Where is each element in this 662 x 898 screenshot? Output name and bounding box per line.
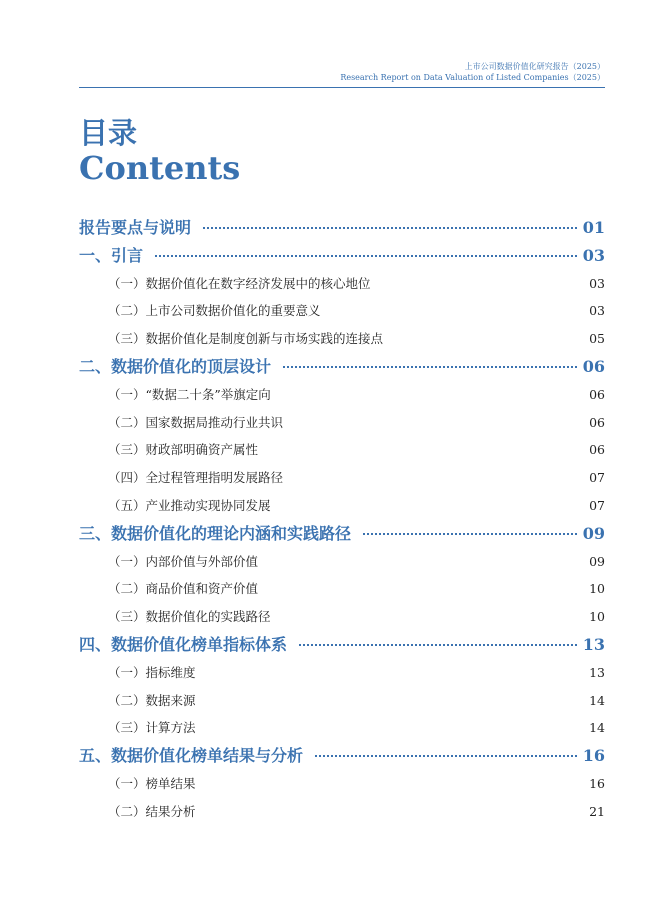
toc-page-number: 03 bbox=[582, 245, 605, 265]
toc-page-number: 16 bbox=[589, 775, 605, 791]
page-title-en: Contents bbox=[79, 149, 241, 187]
toc-entry-label: （三）数据价值化是制度创新与市场实践的连接点 bbox=[108, 331, 384, 347]
toc-subsection-entry[interactable] bbox=[79, 297, 605, 325]
toc-subsection-entry[interactable] bbox=[79, 687, 605, 715]
table-of-contents bbox=[79, 214, 605, 826]
toc-entry-label: （二）上市公司数据价值化的重要意义 bbox=[108, 303, 321, 319]
toc-page-number: 01 bbox=[582, 218, 605, 237]
header-title-zh: 上市公司数据价值化研究报告（2025） bbox=[464, 62, 605, 71]
toc-page-number: 03 bbox=[589, 275, 605, 291]
toc-entry-label: （五）产业推动实现协同发展 bbox=[108, 497, 271, 513]
toc-entry-label: 二、数据价值化的顶层设计 bbox=[79, 356, 272, 376]
toc-subsection-entry[interactable] bbox=[79, 714, 605, 742]
toc-entry-label: （一）指标维度 bbox=[108, 664, 196, 680]
toc-page-number: 13 bbox=[589, 664, 605, 680]
toc-section-entry[interactable] bbox=[79, 520, 605, 548]
toc-page-number: 16 bbox=[582, 746, 605, 766]
toc-dot-leader bbox=[203, 226, 577, 229]
toc-dot-leader bbox=[155, 254, 577, 257]
toc-page-number: 07 bbox=[589, 470, 605, 486]
toc-page-number: 06 bbox=[582, 356, 605, 376]
toc-page-number: 09 bbox=[582, 523, 605, 543]
toc-entry-label: 一、引言 bbox=[79, 245, 144, 265]
toc-entry-label: 四、数据价值化榜单指标体系 bbox=[79, 634, 288, 654]
toc-subsection-entry[interactable] bbox=[79, 548, 605, 576]
toc-subsection-entry[interactable] bbox=[79, 464, 605, 492]
toc-dot-leader bbox=[283, 365, 577, 368]
page-title-zh: 目录 bbox=[79, 116, 138, 150]
toc-entry-label: （二）国家数据局推动行业共识 bbox=[108, 414, 284, 430]
toc-page-number: 10 bbox=[589, 581, 605, 597]
toc-subsection-entry[interactable] bbox=[79, 770, 605, 798]
toc-page-number: 06 bbox=[589, 414, 605, 430]
toc-entry-label: （三）计算方法 bbox=[108, 720, 196, 736]
toc-page-number: 07 bbox=[589, 497, 605, 513]
toc-section-entry[interactable] bbox=[79, 242, 605, 270]
toc-subsection-entry[interactable] bbox=[79, 659, 605, 687]
toc-subsection-entry[interactable] bbox=[79, 575, 605, 603]
toc-dot-leader bbox=[315, 754, 577, 757]
toc-subsection-entry[interactable] bbox=[79, 381, 605, 409]
header-divider bbox=[79, 87, 605, 88]
toc-subsection-entry[interactable] bbox=[79, 492, 605, 520]
toc-page-number: 14 bbox=[589, 692, 605, 708]
toc-entry-label: （一）榜单结果 bbox=[108, 775, 196, 791]
toc-entry-label: （三）数据价值化的实践路径 bbox=[108, 609, 271, 625]
toc-subsection-entry[interactable] bbox=[79, 325, 605, 353]
toc-section-entry[interactable] bbox=[79, 353, 605, 381]
toc-section-entry[interactable] bbox=[79, 214, 605, 242]
toc-subsection-entry[interactable] bbox=[79, 270, 605, 298]
toc-page-number: 06 bbox=[589, 386, 605, 402]
header-title-en: Research Report on Data Valuation of Listed Companies（2025） bbox=[340, 73, 605, 82]
toc-subsection-entry[interactable] bbox=[79, 436, 605, 464]
toc-page-number: 14 bbox=[589, 720, 605, 736]
toc-page-number: 03 bbox=[589, 303, 605, 319]
toc-page-number: 10 bbox=[589, 609, 605, 625]
toc-page-number: 21 bbox=[589, 803, 605, 819]
toc-entry-label: 报告要点与说明 bbox=[79, 218, 192, 237]
toc-subsection-entry[interactable] bbox=[79, 798, 605, 826]
toc-entry-label: （一）内部价值与外部价值 bbox=[108, 553, 259, 569]
toc-entry-label: 三、数据价值化的理论内涵和实践路径 bbox=[79, 523, 352, 543]
toc-page-number: 09 bbox=[589, 553, 605, 569]
toc-subsection-entry[interactable] bbox=[79, 409, 605, 437]
toc-entry-label: 五、数据价值化榜单结果与分析 bbox=[79, 746, 304, 766]
toc-entry-label: （二）结果分析 bbox=[108, 803, 196, 819]
toc-entry-label: （一）数据价值化在数字经济发展中的核心地位 bbox=[108, 275, 371, 291]
toc-subsection-entry[interactable] bbox=[79, 603, 605, 631]
toc-dot-leader bbox=[299, 643, 577, 646]
toc-page-number: 05 bbox=[589, 331, 605, 347]
toc-entry-label: （二）数据来源 bbox=[108, 692, 196, 708]
toc-page-number: 06 bbox=[589, 442, 605, 458]
toc-entry-label: （二）商品价值和资产价值 bbox=[108, 581, 259, 597]
toc-page-number: 13 bbox=[582, 634, 605, 654]
toc-section-entry[interactable] bbox=[79, 631, 605, 659]
toc-section-entry[interactable] bbox=[79, 742, 605, 770]
running-header bbox=[340, 61, 605, 83]
toc-entry-label: （三）财政部明确资产属性 bbox=[108, 442, 259, 458]
toc-entry-label: （四）全过程管理指明发展路径 bbox=[108, 470, 284, 486]
toc-entry-label: （一）“数据二十条”举旗定向 bbox=[108, 386, 271, 402]
toc-dot-leader bbox=[363, 532, 577, 535]
